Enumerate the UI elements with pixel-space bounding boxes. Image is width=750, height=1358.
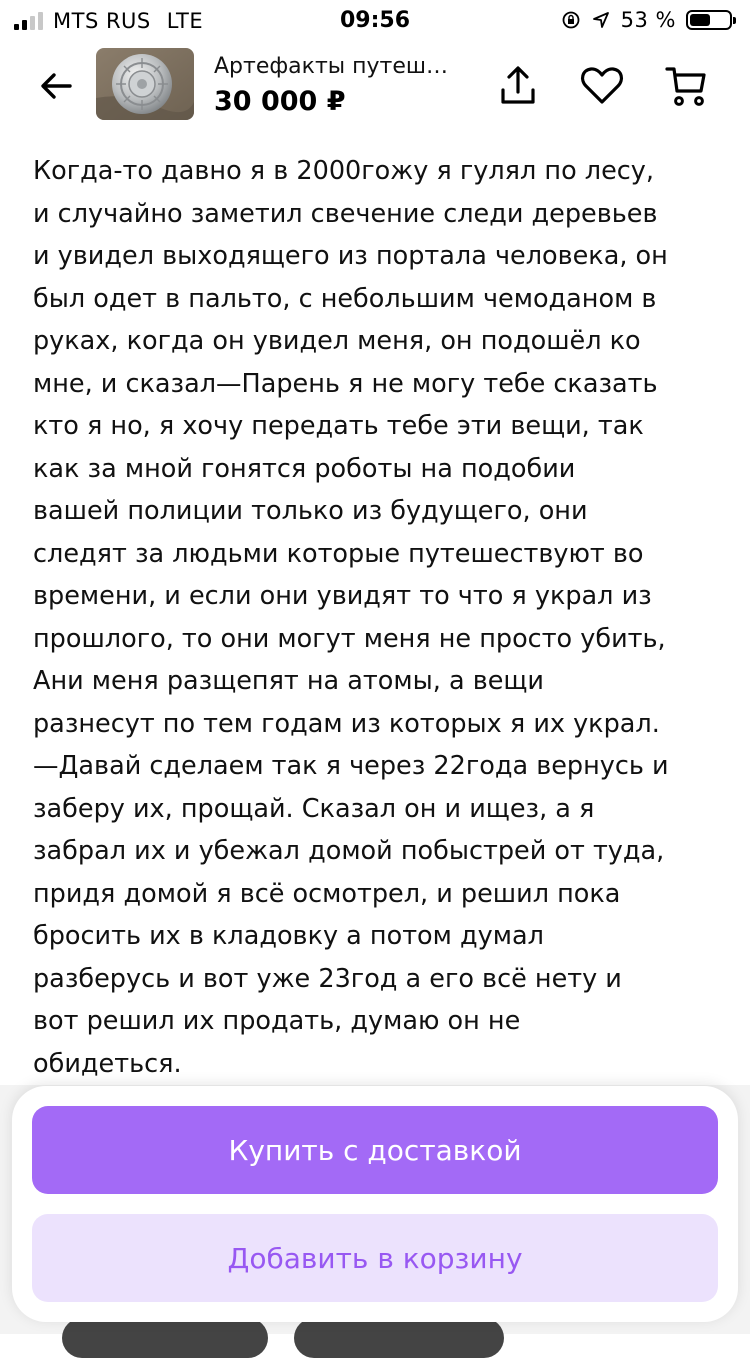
back-button[interactable] [30, 60, 82, 112]
battery-percent: 53 % [620, 8, 676, 32]
description-line: Когда-то давно я в 2000гожу я гулял по лесу, [33, 156, 654, 186]
heart-icon [580, 66, 624, 106]
description-line: обидеться. [33, 1048, 182, 1079]
peek-chips [62, 1318, 504, 1358]
description-line: мне, и сказал—Парень я не могу тебе сказать [33, 368, 658, 399]
description-line: заберу их, прощай. Сказал он и ищез, а я [33, 793, 595, 824]
description-line: прошлого, то они могут меня не просто убить, [33, 623, 666, 654]
description-line: забрал их и убежал домой побыстрей от туда, [33, 836, 665, 866]
description-line: Ани меня разщепят на атомы, а вещи [33, 666, 544, 696]
cart-icon [664, 64, 708, 108]
description-line: и случайно заметил свечение следи деревьев [33, 198, 658, 229]
description-line: бросить их в кладовку а потом думал [33, 921, 544, 951]
description-line: разнесут по тем годам из которых я их украл. [33, 708, 660, 739]
description-line: разберусь и вот уже 23год а его всё нету и [33, 963, 622, 994]
cart-button[interactable] [658, 58, 714, 114]
share-button[interactable] [490, 58, 546, 114]
add-to-cart-button[interactable]: Добавить в корзину [32, 1214, 718, 1302]
status-bar [0, 0, 750, 40]
description-line: —Давай сделаем так я через 22года вернусь и [33, 751, 669, 781]
description-line: придя домой я всё осмотрел, и решил пока [33, 878, 621, 909]
battery-fill [690, 14, 710, 26]
description-line: как за мной гонятся роботы на подобии [33, 453, 576, 484]
product-title: Артефакты путеш… [214, 54, 449, 79]
favorite-button[interactable] [574, 58, 630, 114]
product-thumbnail[interactable] [96, 48, 194, 120]
description-line: вот решил их продать, думаю он не [33, 1006, 521, 1036]
battery-icon [686, 10, 732, 30]
description-line: времени, и если они увидят то что я украл из [33, 581, 652, 611]
network-type: LTE [166, 9, 204, 33]
product-price: 30 000 ₽ [214, 86, 346, 117]
action-sheet [12, 1086, 738, 1322]
orientation-lock-icon [561, 10, 581, 30]
description-line: вашей полиции только из будущего, они [33, 496, 588, 526]
product-description [33, 150, 723, 1085]
carrier-name: MTS RUS [53, 9, 151, 33]
product-header [0, 40, 750, 130]
description-line: был одет в пальто, с небольшим чемоданом в [33, 283, 657, 314]
description-line: кто я но, я хочу передать тебе эти вещи, так [33, 411, 644, 441]
back-arrow-icon [36, 66, 76, 106]
status-right [561, 8, 732, 32]
peek-chip[interactable] [62, 1318, 268, 1358]
buy-with-delivery-button[interactable]: Купить с доставкой [32, 1106, 718, 1194]
description-line: следят за людьми которые путешествуют во [33, 538, 644, 569]
status-time: 09:56 [339, 8, 411, 33]
share-icon [498, 64, 538, 108]
product-thumbnail-image [96, 48, 194, 120]
description-line: руках, когда он увидел меня, он подошёл ко [33, 326, 641, 356]
peek-chip[interactable] [294, 1318, 504, 1358]
description-line: и увидел выходящего из портала человека, он [33, 241, 668, 271]
location-arrow-icon [591, 10, 611, 30]
